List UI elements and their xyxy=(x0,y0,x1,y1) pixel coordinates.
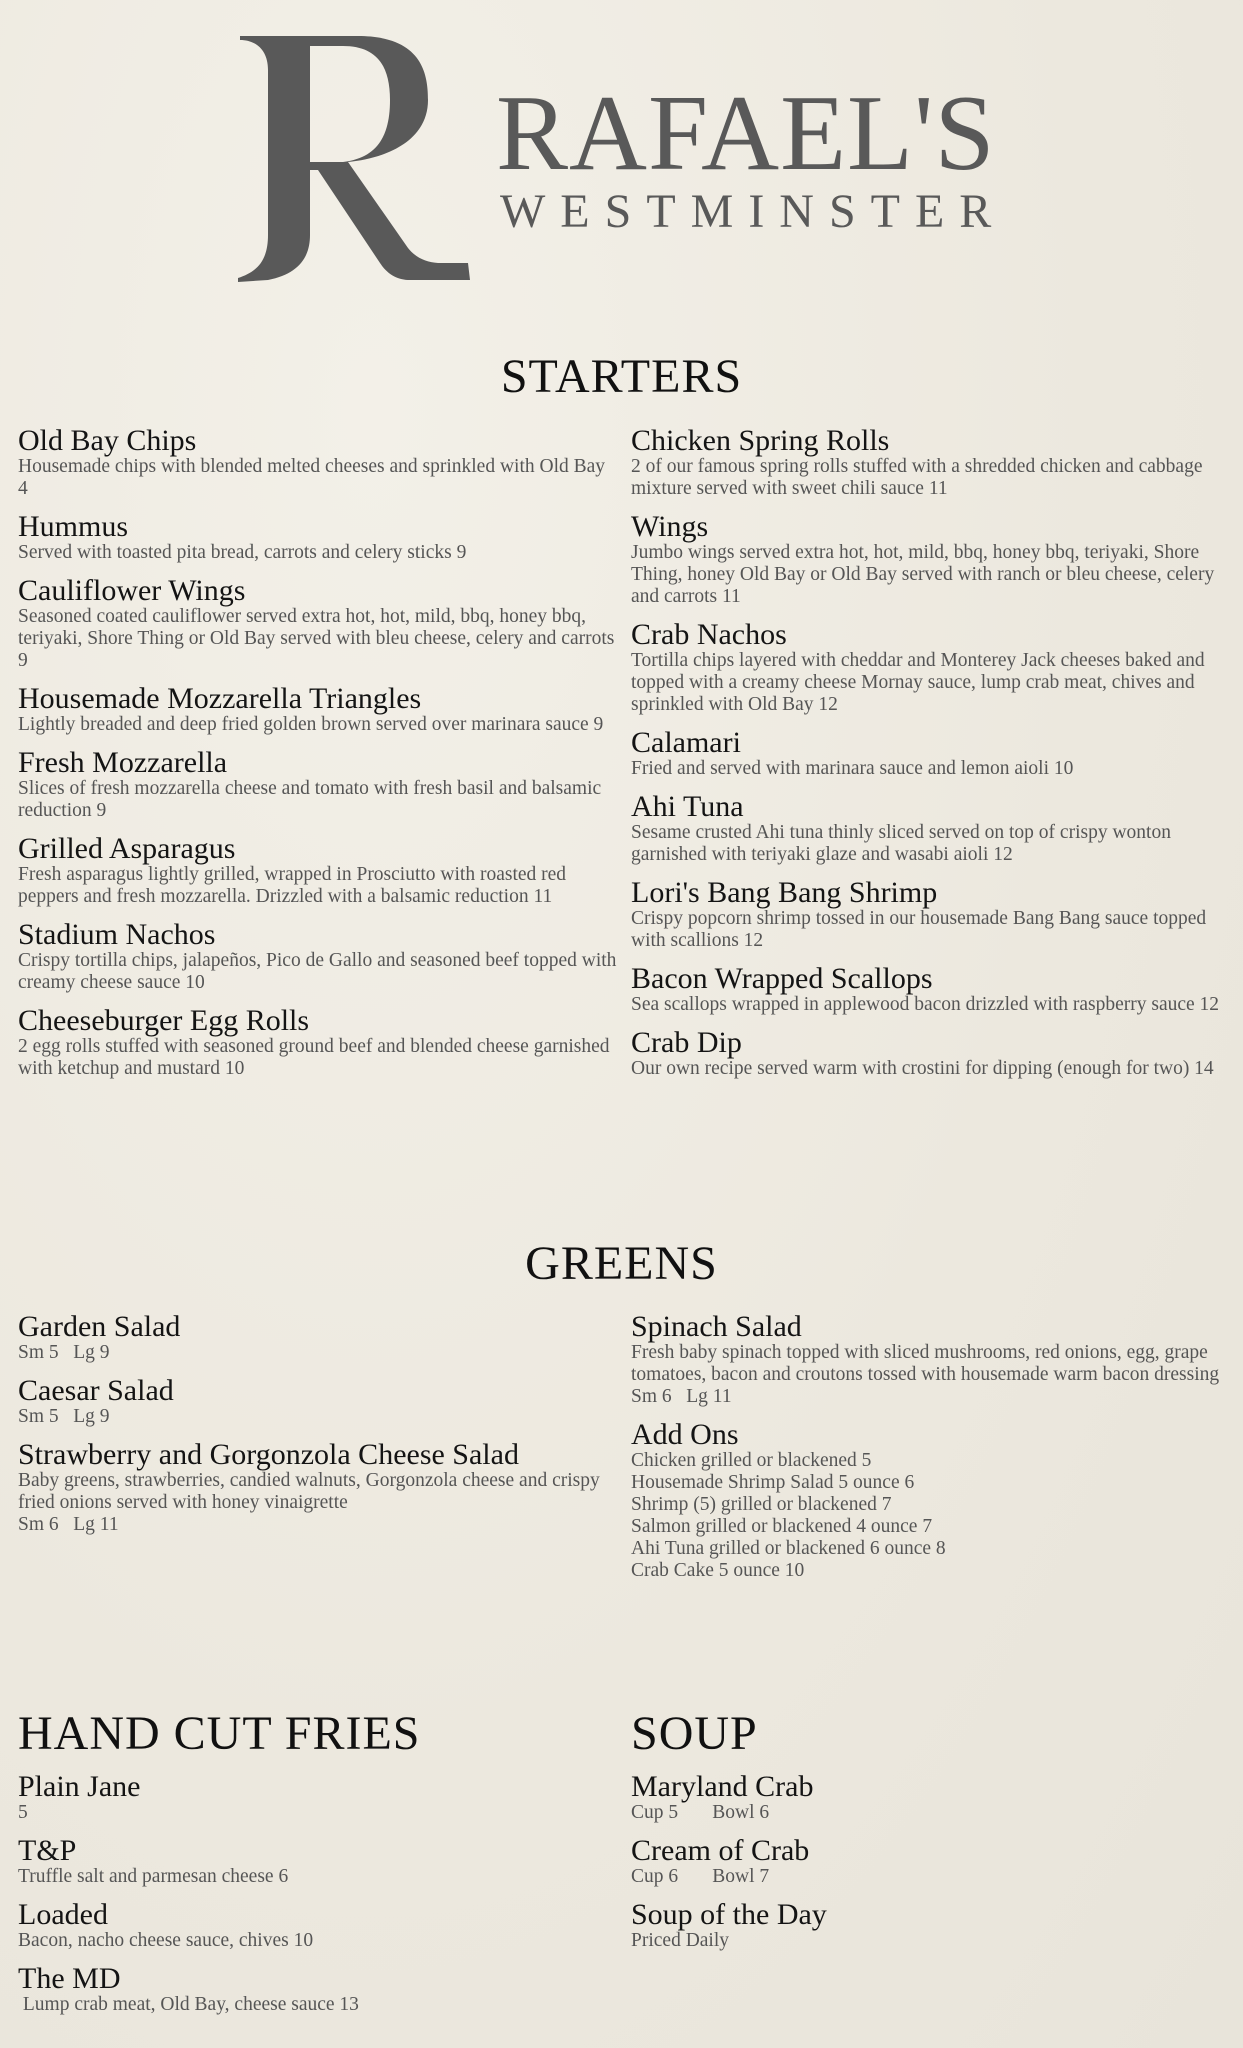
logo-r-monogram xyxy=(238,30,478,290)
menu-item xyxy=(631,1899,1231,1952)
menu-item xyxy=(18,1439,618,1536)
item-name: Strawberry and Gorgonzola Cheese Salad xyxy=(18,1438,519,1471)
item-desc: Lightly breaded and deep fried golden brown served over marinara sauce 9 xyxy=(18,714,604,735)
menu-item xyxy=(18,683,618,736)
item-name: Spinach Salad xyxy=(631,1310,802,1343)
size-large: Lg 11 xyxy=(73,1514,119,1535)
size-small: Sm 6 xyxy=(631,1386,672,1407)
menu-item xyxy=(18,511,618,564)
item-name: The MD xyxy=(18,1962,121,1995)
greens-title: GREENS xyxy=(525,1237,718,1290)
item-name: Cauliflower Wings xyxy=(18,574,246,607)
menu-item xyxy=(18,575,618,672)
menu-item xyxy=(631,1311,1231,1408)
size-large: Lg 9 xyxy=(73,1406,110,1427)
item-name: Ahi Tuna xyxy=(631,790,744,823)
item-desc: 2 of our famous spring rolls stuffed with a shredded chicken and cabbage mixture served with sweet chili sauce 11 xyxy=(631,456,1203,499)
size-bowl: Bowl 7 xyxy=(712,1866,770,1887)
item-name: Wings xyxy=(631,510,709,543)
item-name: Chicken Spring Rolls xyxy=(631,424,890,457)
item-name: Maryland Crab xyxy=(631,1770,814,1803)
size-large: Lg 9 xyxy=(73,1342,110,1363)
item-name: Calamari xyxy=(631,726,741,759)
size-small: Sm 5 xyxy=(18,1406,59,1427)
item-desc: Housemade chips with blended melted cheeses and sprinkled with Old Bay 4 xyxy=(18,456,606,499)
item-desc: Served with toasted pita bread, carrots and celery sticks 9 xyxy=(18,542,467,563)
item-desc: Fried and served with marinara sauce and lemon aioli 10 xyxy=(631,758,1074,779)
item-name: Plain Jane xyxy=(18,1770,141,1803)
logo xyxy=(238,30,1018,290)
item-name: Caesar Salad xyxy=(18,1374,174,1407)
item-name: Fresh Mozzarella xyxy=(18,746,228,779)
starters-left-column xyxy=(18,425,618,1080)
item-desc: 2 egg rolls stuffed with seasoned ground beef and blended cheese garnished with ketchup and mustard 10 xyxy=(18,1036,610,1079)
item-sizes xyxy=(631,1802,1231,1824)
item-name: Bacon Wrapped Scallops xyxy=(631,962,933,995)
size-small: Sm 5 xyxy=(18,1342,59,1363)
item-name: Cheeseburger Egg Rolls xyxy=(18,1004,310,1037)
item-desc: Baby greens, strawberries, candied walnuts, Gorgonzola cheese and crispy fried onions served with honey vinaigrette xyxy=(18,1470,600,1513)
menu-item xyxy=(631,619,1231,716)
item-desc: Bacon, nacho cheese sauce, chives 10 xyxy=(18,1930,314,1951)
greens-left-column xyxy=(18,1311,618,1536)
item-desc: Crispy popcorn shrimp tossed in our housemade Bang Bang sauce topped with scallions 12 xyxy=(631,908,1207,951)
item-name: Old Bay Chips xyxy=(18,424,197,457)
item-sizes xyxy=(18,1406,618,1428)
starters-title: STARTERS xyxy=(500,350,743,403)
item-name: Stadium Nachos xyxy=(18,918,216,951)
item-desc: Our own recipe served warm with crostini for dipping (enough for two) 14 xyxy=(631,1058,1214,1079)
item-desc: Truffle salt and parmesan cheese 6 xyxy=(18,1866,289,1887)
add-ons xyxy=(631,1419,1231,1582)
size-bowl: Bowl 6 xyxy=(712,1802,770,1823)
addon-line: Shrimp (5) grilled or blackened 7 xyxy=(631,1494,892,1515)
menu-item xyxy=(18,1835,618,1888)
addon-line: Ahi Tuna grilled or blackened 6 ounce 8 xyxy=(631,1538,946,1559)
size-cup: Cup 5 xyxy=(631,1802,679,1823)
addon-line: Salmon grilled or blackened 4 ounce 7 xyxy=(631,1516,933,1537)
menu-item xyxy=(18,747,618,822)
addon-line: Crab Cake 5 ounce 10 xyxy=(631,1560,805,1581)
item-name: Crab Nachos xyxy=(631,618,787,651)
size-small: Sm 6 xyxy=(18,1514,59,1535)
item-desc: Crispy tortilla chips, jalapeños, Pico de Gallo and seasoned beef topped with creamy cheese sauce 10 xyxy=(18,950,617,993)
item-desc: Slices of fresh mozzarella cheese and tomato with fresh basil and balsamic reduction 9 xyxy=(18,778,602,821)
item-desc: Sea scallops wrapped in applewood bacon drizzled with raspberry sauce 12 xyxy=(631,994,1220,1015)
item-name: Hummus xyxy=(18,510,129,543)
item-sizes xyxy=(18,1342,618,1364)
menu-item xyxy=(631,727,1231,780)
item-name: Loaded xyxy=(18,1898,108,1931)
item-sizes xyxy=(631,1866,1231,1888)
menu-item xyxy=(18,1005,618,1080)
item-sizes xyxy=(18,1514,618,1536)
item-name: T&P xyxy=(18,1834,77,1867)
item-name: Add Ons xyxy=(631,1418,739,1451)
menu-item xyxy=(631,1835,1231,1888)
menu-item xyxy=(631,963,1231,1016)
starters-right-column xyxy=(631,425,1231,1080)
greens-right-column xyxy=(631,1311,1231,1582)
menu-item xyxy=(631,511,1231,608)
menu-item xyxy=(18,1311,618,1364)
item-desc: Sesame crusted Ahi tuna thinly sliced served on top of crispy wonton garnished with teriyaki glaze and wasabi aioli 12 xyxy=(631,822,1171,865)
menu-item xyxy=(18,425,618,500)
fries-column xyxy=(18,1771,618,2016)
item-name: Soup of the Day xyxy=(631,1898,827,1931)
menu-item xyxy=(18,1963,618,2016)
menu-item xyxy=(631,425,1231,500)
menu-item xyxy=(18,919,618,994)
menu-item xyxy=(631,1771,1231,1824)
item-desc: Tortilla chips layered with cheddar and Monterey Jack cheeses baked and topped with a creamy cheese Mornay sauce, lump crab meat, chives and sprinkled with Old Bay 12 xyxy=(631,650,1205,715)
fries-title: HAND CUT FRIES xyxy=(18,1707,421,1760)
item-desc: Jumbo wings served extra hot, hot, mild, bbq, honey bbq, teriyaki, Shore Thing, honey Old Bay or Old Bay served with ranch or bleu cheese, celery and carrots 11 xyxy=(631,542,1215,607)
brand-location: WESTMINSTER xyxy=(500,185,1007,238)
brand-name: RAFAEL'S xyxy=(496,74,996,193)
menu-item xyxy=(631,1027,1231,1080)
menu-item xyxy=(18,1375,618,1428)
item-name: Garden Salad xyxy=(18,1310,181,1343)
menu-item xyxy=(18,833,618,908)
item-desc: Fresh baby spinach topped with sliced mushrooms, red onions, egg, grape tomatoes, bacon and croutons tossed with housemade warm bacon dressing xyxy=(631,1342,1220,1385)
item-desc: 5 xyxy=(18,1802,28,1823)
item-name: Lori's Bang Bang Shrimp xyxy=(631,876,938,909)
size-cup: Cup 6 xyxy=(631,1866,679,1887)
size-large: Lg 11 xyxy=(686,1386,732,1407)
soup-column xyxy=(631,1771,1231,1952)
item-desc: Seasoned coated cauliflower served extra hot, hot, mild, bbq, honey bbq, teriyaki, Shore Thing or Old Bay served with bleu cheese, celery and carrots 9 xyxy=(18,606,615,671)
item-desc: Lump crab meat, Old Bay, cheese sauce 13 xyxy=(18,1994,359,2015)
addon-line: Chicken grilled or blackened 5 xyxy=(631,1450,872,1471)
menu-item xyxy=(631,877,1231,952)
item-sizes xyxy=(631,1386,1231,1408)
item-name: Crab Dip xyxy=(631,1026,742,1059)
soup-title: SOUP xyxy=(631,1707,758,1760)
addon-line: Housemade Shrimp Salad 5 ounce 6 xyxy=(631,1472,915,1493)
item-desc: Fresh asparagus lightly grilled, wrapped in Prosciutto with roasted red peppers and fresh mozzarella. Drizzled with a balsamic reduction 11 xyxy=(18,864,567,907)
item-name: Cream of Crab xyxy=(631,1834,810,1867)
item-name: Grilled Asparagus xyxy=(18,832,236,865)
menu-item xyxy=(631,791,1231,866)
item-name: Housemade Mozzarella Triangles xyxy=(18,682,422,715)
item-desc: Priced Daily xyxy=(631,1930,730,1951)
menu-item xyxy=(18,1899,618,1952)
menu-item xyxy=(18,1771,618,1824)
